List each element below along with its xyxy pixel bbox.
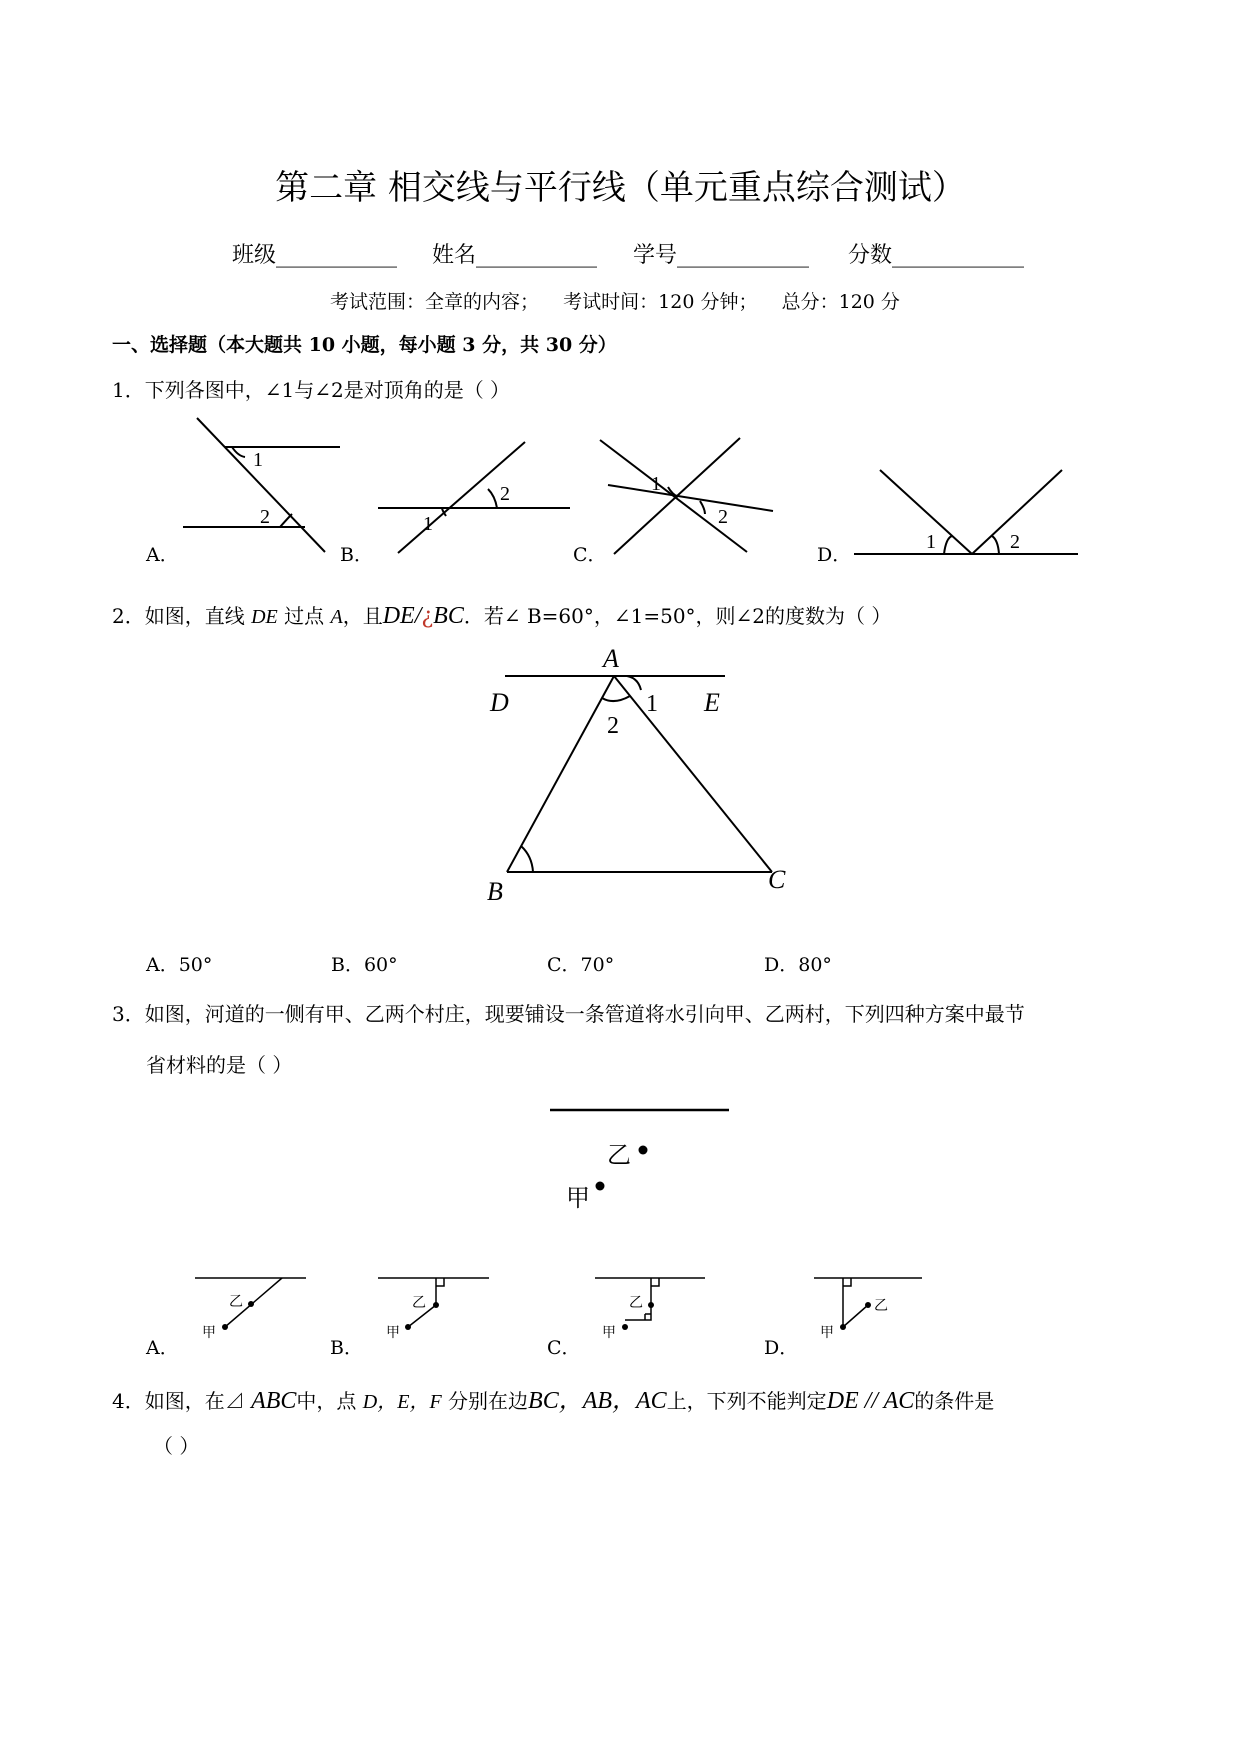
q2-label-d: D (490, 688, 509, 717)
q3-main-figure (0, 1100, 1241, 1220)
svg-text:乙: 乙 (874, 1299, 888, 1314)
name-blank: ___________ (476, 243, 598, 268)
q2-label-a: A (603, 644, 619, 673)
q3-village-b-dot (639, 1146, 648, 1155)
q1b-angle-2-arc (488, 489, 497, 508)
q4-answer-paren: （ ） (153, 1434, 200, 1458)
q2-option-c[interactable]: C．70° (547, 954, 615, 976)
q2-angle-1-label: 1 (646, 691, 658, 717)
q3c-right-angle (651, 1278, 659, 1286)
q2-mid-1: 过点 (277, 604, 331, 628)
q2-angle-1-arc (627, 676, 641, 690)
q1c-angle-2-arc (700, 501, 705, 514)
svg-text:乙: 乙 (229, 1295, 243, 1310)
q4-triangle: ABC (251, 1388, 297, 1414)
q1-option-c[interactable]: C． (573, 544, 607, 566)
q2-line-bc: BC (433, 603, 464, 629)
q2-side-ac (614, 676, 772, 872)
q4-end: 的条件是 (914, 1389, 995, 1413)
q3-option-b[interactable]: B． (330, 1337, 363, 1359)
q2-angle-2-label: 2 (607, 713, 619, 739)
svg-text:乙: 乙 (412, 1296, 426, 1311)
name-field[interactable] (432, 238, 597, 269)
q1d-angle-1-arc (944, 536, 952, 554)
q4-points: D，E，F (362, 1391, 442, 1413)
q3d-right-angle (843, 1278, 851, 1286)
q3-option-c[interactable]: C． (547, 1337, 581, 1359)
q2-triangle-figure (0, 644, 1241, 910)
q1a-angle-1-label: 1 (253, 449, 263, 471)
q1a-angle-2-arc (280, 514, 292, 527)
q1d-angle-2-arc (992, 536, 999, 554)
q4-prefix: 4．如图，在⊿ (112, 1389, 252, 1413)
svg-text:乙: 乙 (629, 1296, 643, 1311)
q2-option-a[interactable]: A．50° (146, 954, 213, 976)
question-4-text (112, 1380, 994, 1415)
student-id-blank: ____________ (677, 243, 810, 268)
class-label: 班级 (232, 243, 277, 268)
svg-text:甲: 甲 (386, 1326, 400, 1341)
q2-angle-2-arc (602, 696, 630, 701)
svg-text:甲: 甲 (202, 1326, 216, 1341)
name-label: 姓名 (432, 243, 477, 268)
section-heading: 一、选择题（本大题共 10 小题，每小题 3 分，共 30 分） (112, 334, 617, 356)
q1a-transversal (197, 418, 325, 552)
class-blank: ___________ (276, 243, 398, 268)
question-3-text-line-1: 3．如图，河道的一侧有甲、乙两个村庄，现要铺设一条管道将水引向甲、乙两村，下列四种方案中最节 (112, 1002, 1025, 1026)
student-id-label: 学号 (633, 243, 678, 268)
exam-range: 考试范围：全章的内容； 考试时间：120 分钟； 总分：120 分 (330, 291, 900, 313)
q2-option-b[interactable]: B．60° (331, 954, 398, 976)
q1-figures (0, 410, 1241, 560)
q1-option-b[interactable]: B． (340, 544, 373, 566)
q3-option-a[interactable]: A． (146, 1337, 179, 1359)
score-label: 分数 (848, 243, 893, 268)
q4-sides: BC，AB，AC (528, 1388, 667, 1414)
q2-side-ab (507, 676, 614, 872)
q1d-angle-2-label: 2 (1010, 531, 1020, 553)
q1b-angle-1-label: 1 (423, 513, 433, 535)
question-3-text-line-2: 省材料的是（ ） (146, 1053, 293, 1077)
q2-rest: ．若∠ B=60°，∠1=50°，则∠2的度数为（ ） (463, 604, 892, 628)
q4-mid-1: 中，点 (296, 1389, 363, 1413)
student-id-field[interactable] (633, 238, 809, 269)
q2-mid-2: ，且 (342, 604, 383, 628)
svg-text:甲: 甲 (820, 1326, 834, 1341)
score-field[interactable] (848, 238, 1024, 269)
q2-glyph: ¿ (421, 604, 434, 629)
q2-line-de: DE (251, 606, 278, 628)
q3d-pipe-link (843, 1305, 868, 1327)
q2-label-b: B (487, 877, 503, 906)
q1c-line-3 (608, 485, 773, 511)
q4-condition: DE // AC (826, 1388, 915, 1414)
svg-text:甲: 甲 (602, 1326, 616, 1341)
q1a-angle-2-label: 2 (260, 506, 270, 528)
q1b-angle-2-label: 2 (500, 483, 510, 505)
q2-condition: DE/ (382, 603, 422, 629)
q1-option-a[interactable]: A． (146, 544, 179, 566)
q2-label-e: E (704, 688, 720, 717)
q2-option-d[interactable]: D．80° (764, 954, 832, 976)
q3-village-b-label: 乙 (607, 1143, 631, 1169)
q4-mid-3: 上，下列不能判定 (666, 1389, 827, 1413)
q2-point-a: A (330, 606, 343, 628)
q1c-angle-1-label: 1 (651, 473, 661, 495)
q4-mid-2: 分别在边 (441, 1389, 529, 1413)
question-1-text: 1．下列各图中，∠1与∠2是对顶角的是（ ） (112, 378, 511, 402)
q3-option-d[interactable]: D． (764, 1337, 799, 1359)
q1c-angle-2-label: 2 (718, 506, 728, 528)
class-field[interactable] (232, 238, 397, 269)
score-blank: ____________ (892, 243, 1025, 268)
q3-option-figures (0, 1270, 1241, 1360)
q2-angle-b-arc (521, 846, 533, 872)
q1d-angle-1-label: 1 (926, 531, 936, 553)
page-title: 第二章 相交线与平行线（单元重点综合测试） (275, 168, 966, 208)
q2-prefix: 2．如图，直线 (112, 604, 252, 628)
q3b-right-angle (436, 1278, 444, 1286)
q3-village-a-label: 甲 (566, 1186, 590, 1212)
q2-label-c: C (768, 865, 786, 894)
q1-option-d[interactable]: D． (817, 544, 852, 566)
q3-village-a-dot (596, 1182, 605, 1191)
question-2-text (112, 600, 891, 630)
